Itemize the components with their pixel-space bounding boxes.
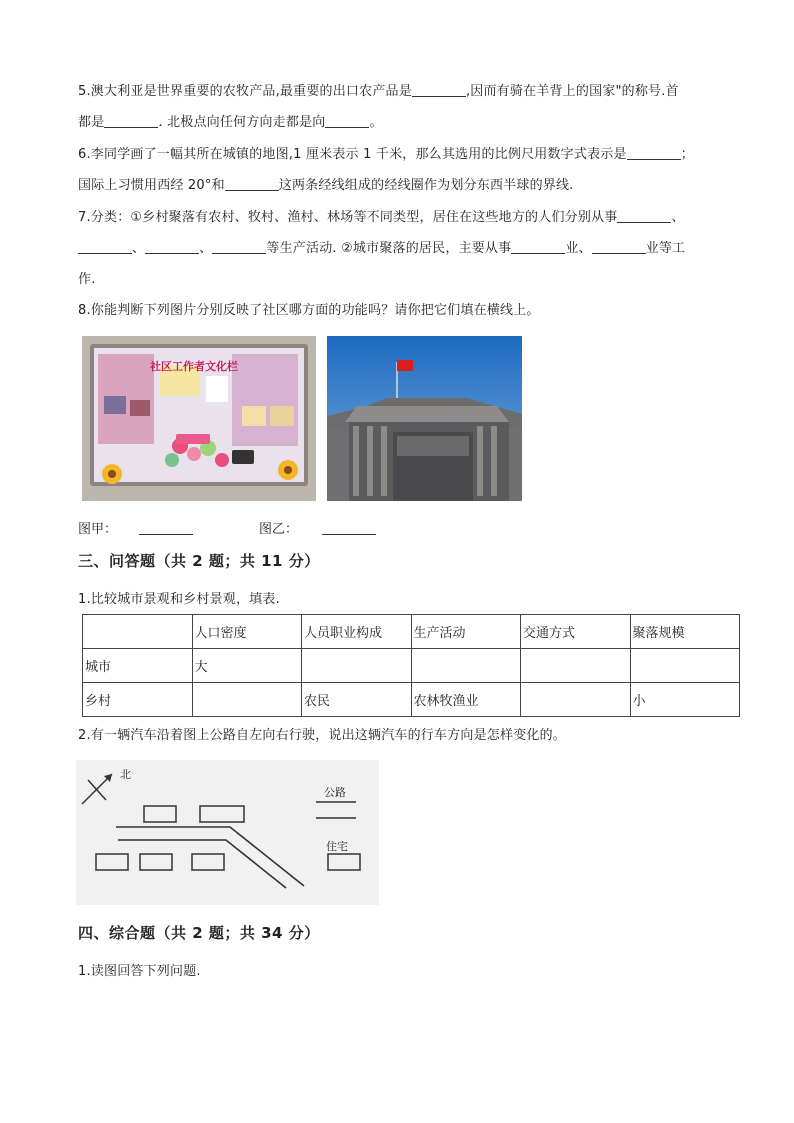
legend-road-label: 公路 <box>324 786 346 799</box>
board-title: 社区工作者文化栏 <box>150 360 238 373</box>
answer-blank[interactable] <box>592 239 646 254</box>
table-cell[interactable] <box>411 649 521 683</box>
section-3-question-2: 2.有一辆汽车沿着图上公路自左向右行驶，说出这辆汽车的行车方向是怎样变化的。 <box>78 728 567 743</box>
house-icon <box>144 806 176 822</box>
table-cell: 聚落规模 <box>630 615 740 649</box>
answer-blank[interactable] <box>322 520 376 535</box>
house-icon <box>96 854 128 870</box>
table-cell: 人员职业构成 <box>302 615 412 649</box>
answer-blank[interactable] <box>78 239 132 254</box>
answer-blank[interactable] <box>212 239 266 254</box>
table-cell[interactable] <box>302 649 412 683</box>
legend-house-label: 住宅 <box>326 840 348 853</box>
table-cell[interactable]: 农林牧渔业 <box>411 683 521 717</box>
house-icon <box>192 854 224 870</box>
table-header-row <box>83 615 740 649</box>
answer-blank[interactable] <box>617 208 671 223</box>
table-cell[interactable] <box>192 683 302 717</box>
image-label-b: 图乙： <box>259 518 376 537</box>
image-bank-building <box>327 336 522 501</box>
answer-blank[interactable] <box>511 239 565 254</box>
road-line <box>118 840 286 888</box>
table-row <box>83 649 740 683</box>
house-icon <box>200 806 244 822</box>
answer-blank[interactable] <box>104 113 158 128</box>
house-icon <box>140 854 172 870</box>
table-cell: 生产活动 <box>411 615 521 649</box>
section-4-heading: 四、综合题（共 2 题；共 34 分） <box>78 924 320 942</box>
legend-house-icon <box>328 854 360 870</box>
building-illustration <box>327 336 522 501</box>
road-map-diagram <box>76 760 379 905</box>
answer-blank[interactable] <box>139 520 193 535</box>
answer-blank[interactable] <box>225 176 279 191</box>
question-7: 7.分类：①乡村聚落有农村、牧村、渔村、林场等不同类型，居住在这些地方的人们分别从事 、 、 、 等生产活动. ②城市聚落的居民，主要从事 业、 业等工 作. <box>78 210 686 287</box>
answer-blank[interactable] <box>412 82 466 97</box>
table-cell: 城市 <box>83 649 193 683</box>
image-label-a: 图甲： <box>78 518 193 537</box>
table-cell <box>83 615 193 649</box>
answer-blank[interactable] <box>325 113 369 128</box>
table-cell: 交通方式 <box>521 615 631 649</box>
table-cell: 乡村 <box>83 683 193 717</box>
question-6: 6.李同学画了一幅其所在城镇的地图,1 厘米表示 1 千米，那么其选用的比例尺用数字式表示是 ； 国际上习惯用西经 20°和 这两条经线组成的经线圈作为划分东西半球的界线. <box>78 147 694 193</box>
answer-blank[interactable] <box>627 145 681 160</box>
table-cell[interactable] <box>630 649 740 683</box>
answer-blank[interactable] <box>145 239 199 254</box>
road-line <box>116 827 304 886</box>
section-4-question-1: 1.读图回答下列问题. <box>78 964 201 979</box>
north-label: 北 <box>120 768 131 781</box>
comparison-table <box>82 614 740 717</box>
question-8: 8.你能判断下列图片分别反映了社区哪方面的功能吗？请你把它们填在横线上。 <box>78 303 540 318</box>
table-cell[interactable]: 小 <box>630 683 740 717</box>
table-cell[interactable]: 大 <box>192 649 302 683</box>
question-5: 5.澳大利亚是世界重要的农牧产品,最重要的出口农产品是 ,因而有骑在羊背上的国家"的称号.首 都是 . 北极点向任何方向走都是向 。 <box>78 84 679 130</box>
image-community-board <box>82 336 316 501</box>
table-cell[interactable] <box>521 649 631 683</box>
table-row <box>83 683 740 717</box>
section-3-heading: 三、问答题（共 2 题；共 11 分） <box>78 552 320 570</box>
table-cell[interactable] <box>521 683 631 717</box>
table-cell: 人口密度 <box>192 615 302 649</box>
section-3-question-1: 1.比较城市景观和乡村景观，填表. <box>78 592 280 607</box>
table-cell[interactable]: 农民 <box>302 683 412 717</box>
